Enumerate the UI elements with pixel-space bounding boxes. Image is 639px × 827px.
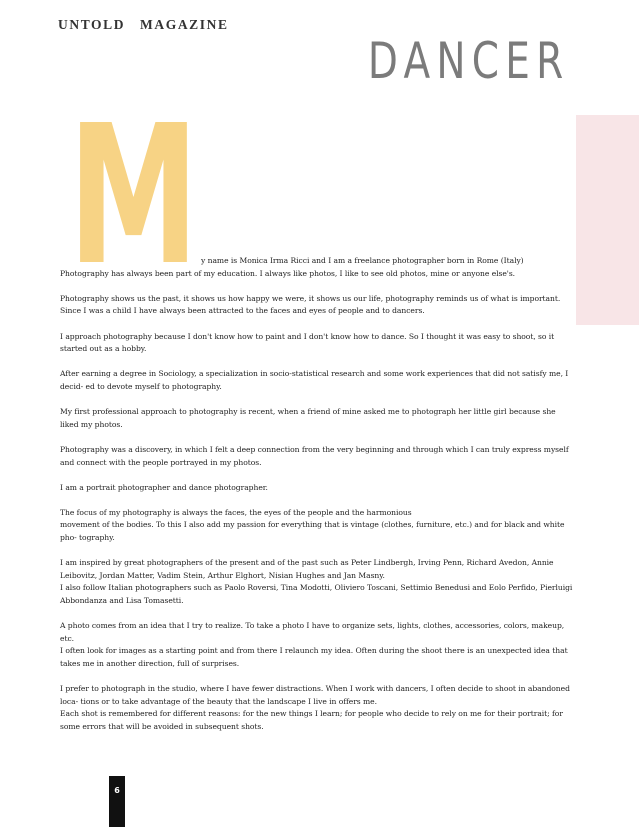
paragraph-line: y name is Monica Irma Ricci and I am a freelance photographer born in Rome (Italy) — [201, 256, 524, 265]
article-paragraph — [60, 293, 575, 318]
paragraph-line: I prefer to photograph in the studio, where I have fewer distractions. When I work with dancers, I often decide to shoot in abandoned loca- tions or to take advantage of the beauty that the landscape I live in offers me. — [60, 684, 570, 706]
paragraph-line: A photo comes from an idea that I try to realize. To take a photo I have to organize sets, lights, clothes, accessories, colors, makeup, etc. — [60, 621, 565, 643]
paragraph-line: Photography was a discovery, in which I felt a deep connection from the very beginning and through which I can truly express myself and connect with the people portrayed in my photos. — [60, 444, 569, 467]
article-body — [60, 255, 575, 746]
paragraph-line: I often look for images as a starting point and from there I relaunch my idea. Often during the shoot there is an unexpected idea that takes me in another direction, full of surprises. — [60, 646, 568, 668]
article-paragraph — [60, 620, 575, 670]
paragraph-line: After earning a degree in Sociology, a specialization in socio-statistical research and some work experiences that did not satisfy me, I decid- ed to devote myself to photography. — [60, 369, 569, 391]
paragraph-line: I also follow Italian photographers such as Paolo Roversi, Tina Modotti, Oliviero Toscani, Settimio Benedusi and Eolo Perfido, Pierluigi Abbondanza and Lisa Tomasetti. — [60, 583, 573, 606]
paragraph-line: Photography shows us the past, it shows us how happy we were, it shows us our life, photography reminds us of what is important. — [60, 293, 561, 303]
paragraph-line: Each shot is remembered for different reasons: for the new things I learn; for people who decide to rely on me for their portrait; for some errors that will be avoided in subsequent shots. — [60, 709, 563, 731]
article-paragraph — [60, 406, 575, 431]
page-number: 6 — [109, 776, 125, 827]
article-paragraph — [60, 331, 575, 356]
paragraph-line: I approach photography because I don't know how to paint and I don't know how to dance. So I thought it was easy to shoot, so it started out as a hobby. — [60, 331, 555, 354]
paragraph-line: I am inspired by great photographers of the present and of the past such as Peter Lindbergh, Irving Penn, Richard Avedon, Annie Leibovitz, Jordan Matter, Vadim Stein, Arthur Elghort, Nisian Hughes and Jan Masny. — [60, 558, 554, 580]
article-title: DANCER — [367, 32, 569, 90]
article-paragraph — [60, 255, 575, 280]
dropcap-letter — [68, 70, 199, 262]
magazine-masthead: UNTOLD MAGAZINE — [58, 17, 229, 32]
dropcap-glyph: M — [68, 85, 199, 262]
article-paragraph — [60, 683, 575, 733]
article-paragraph — [60, 507, 575, 545]
paragraph-line: Photography has always been part of my education. I always like photos, I like to see old photos, mine or anyone else's. — [60, 268, 516, 278]
paragraph-line: I am a portrait photographer and dance photographer. — [60, 482, 268, 492]
article-paragraph — [60, 444, 575, 469]
article-paragraph — [60, 368, 575, 393]
article-paragraph — [60, 557, 575, 607]
article-paragraph — [60, 482, 575, 495]
paragraph-line: movement of the bodies. To this I also add my passion for everything that is vintage (clothes, furniture, etc.) and for black and white pho- tography. — [60, 520, 565, 543]
paragraph-line: My first professional approach to photography is recent, when a friend of mine asked me to photograph her little girl because she liked my photos. — [60, 407, 556, 429]
decorative-pink-block — [576, 115, 639, 325]
paragraph-line: The focus of my photography is always the faces, the eyes of the people and the harmonious — [60, 507, 412, 517]
paragraph-line: Since I was a child I have always been attracted to the faces and eyes of people and to dancers. — [60, 306, 425, 316]
